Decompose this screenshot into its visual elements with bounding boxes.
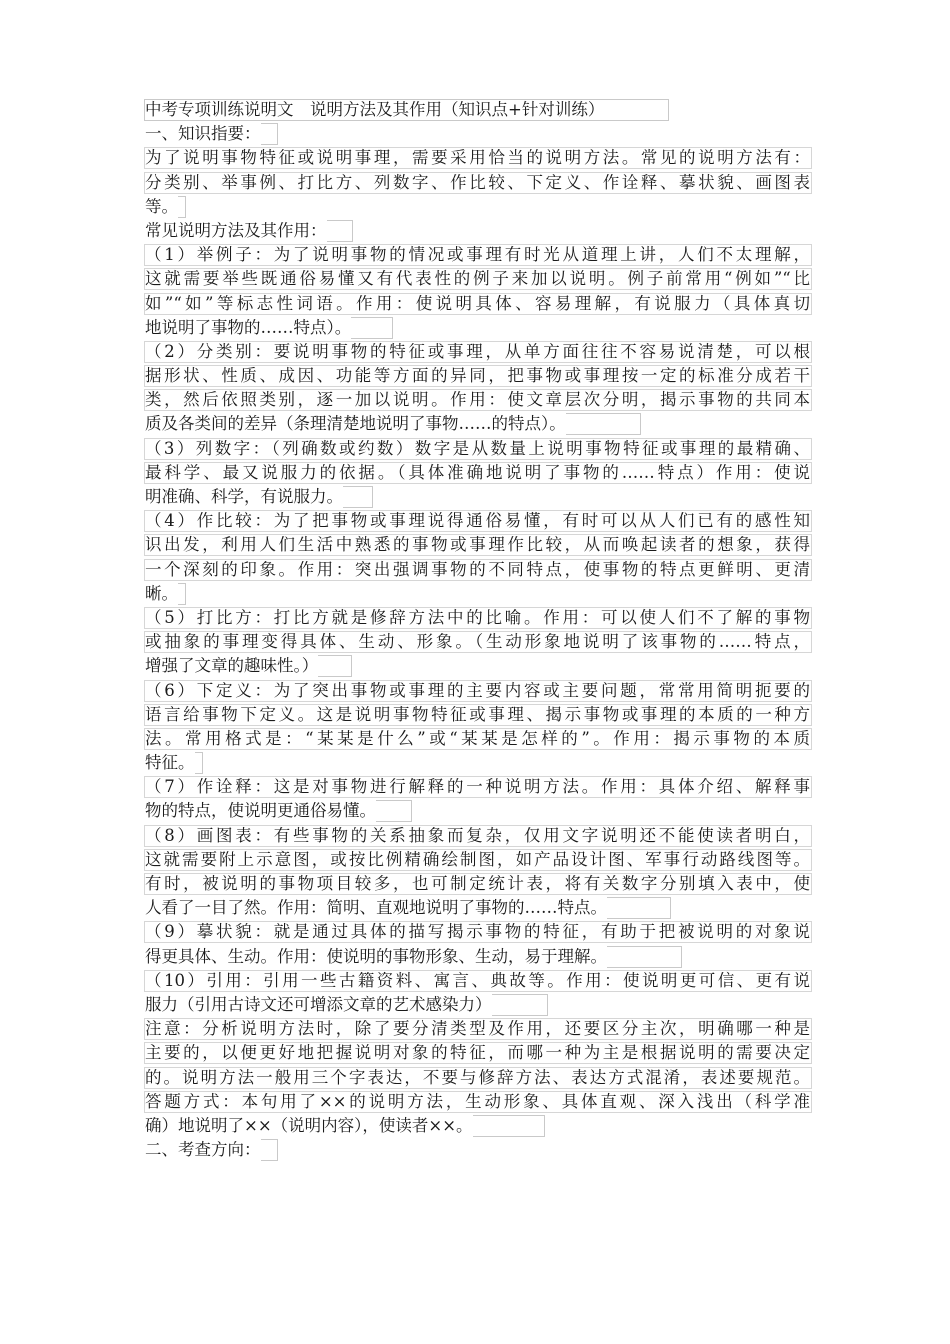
- paragraph-line: [145, 485, 815, 509]
- text-box-outline: [376, 800, 412, 822]
- paragraph-line: [145, 146, 815, 170]
- text-box-outline: [607, 946, 682, 968]
- paragraph-line-text: 类，然后依照类别，逐一加以说明。作用：使文章层次分明，揭示事物的共同本: [145, 390, 810, 410]
- paragraph-line-text: 二、考查方向：: [145, 1140, 261, 1160]
- paragraph-line-text: 注意：分析说明方法时，除了要分清类型及作用，还要区分主次，明确哪一种是: [145, 1019, 810, 1039]
- paragraph-line-text: （3）列数字：（列确数或约数）数字是从数量上说明事物特征或事理的最精确、: [145, 438, 810, 458]
- paragraph-line-text: 有时，被说明的事物项目较多，也可制定统计表，将有关数字分别填入表中，使: [145, 874, 810, 893]
- paragraph-line-text: （6）下定义：为了突出事物或事理的主要内容或主要问题，常常用简明扼要的: [145, 680, 810, 700]
- paragraph-line-text: 晰。: [145, 583, 178, 603]
- paragraph-line-text: 这就需要举些既通俗易懂又有代表性的例子来加以说明。例子前常用“例如”“比: [145, 269, 810, 289]
- paragraph-line-text: 语言给事物下定义。这是说明事物特征或事理、揭示事物或事理的本质的一种方: [145, 704, 810, 724]
- text-box-outline: [492, 994, 548, 1016]
- paragraph-line: [145, 1017, 815, 1041]
- paragraph-line-text: 常见说明方法及其作用：: [145, 220, 327, 240]
- paragraph-line: [145, 1066, 815, 1090]
- paragraph-line: [145, 122, 815, 146]
- paragraph-line-text: 识出发，利用人们生活中熟悉的事物或事理作比较，从而唤起读者的想象，获得: [145, 535, 810, 555]
- paragraph-line-text: （4）作比较：为了把事物或事理说得通俗易懂，有时可以从人们已有的感性知: [145, 511, 810, 531]
- paragraph-line-text: 如”“如”等标志性词语。作用：使说明具体、容易理解，有说服力（具体真切: [145, 293, 810, 313]
- paragraph-line: [145, 969, 815, 993]
- text-box-outline: [261, 1139, 278, 1161]
- paragraph-line-text: 的。说明方法一般用三个字表达，不要与修辞方法、表达方式混淆，表述要规范。: [145, 1067, 810, 1087]
- paragraph-line-text: （1）举例子：为了说明事物的情况或事理有时光从道理上讲，人们不太理解，: [145, 245, 810, 265]
- paragraph-line: [145, 461, 815, 485]
- paragraph-line: [145, 703, 815, 727]
- paragraph-line-text: 法。常用格式是：“某某是什么”或“某某是怎样的”。作用：揭示事物的本质: [145, 728, 810, 748]
- text-box-outline: [261, 123, 278, 145]
- paragraph-line-text: 或抽象的事理变得具体、生动、形象。（生动形象地说明了该事物的……特点，: [145, 632, 810, 652]
- paragraph-line-text: （9）摹状貌：就是通过具体的描写揭示事物的特征，有助于把被说明的对象说: [145, 922, 810, 942]
- paragraph-line: [145, 896, 815, 920]
- paragraph-line: [145, 219, 815, 243]
- paragraph-line: [145, 775, 815, 799]
- paragraph-line: [145, 582, 815, 606]
- paragraph-line-text: 主要的，以便更好地把握说明对象的特征，而哪一种为主是根据说明的需要决定: [145, 1043, 810, 1063]
- paragraph-line-text: 分类别、举事例、打比方、列数字、作比较、下定义、作诠释、摹状貌、画图表: [145, 172, 810, 192]
- paragraph-line-text: 等。: [145, 196, 178, 216]
- paragraph-line: [145, 751, 815, 775]
- paragraph-line: [145, 558, 815, 582]
- document-title-line: [145, 98, 815, 122]
- paragraph-line-text: 质及各类间的差异（条理清楚地说明了事物……的特点）。: [145, 414, 566, 434]
- paragraph-line-text: 确）地说明了××（说明内容），使读者××。: [145, 1115, 473, 1135]
- paragraph-line-text: （5）打比方：打比方就是修辞方法中的比喻。作用：可以使人们不了解的事物: [145, 607, 810, 627]
- paragraph-line-text: 最科学、最又说服力的依据。（具体准确地说明了事物的……特点）作用：使说: [145, 462, 810, 482]
- paragraph-line: [145, 316, 815, 340]
- paragraph-line: [145, 727, 815, 751]
- paragraph-line: [145, 412, 815, 436]
- document-title: 中考专项训练说明文 说明方法及其作用（知识点+针对训练）: [145, 100, 605, 119]
- paragraph-line: [145, 267, 815, 291]
- paragraph-line-text: 人看了一目了然。作用：简明、直观地说明了事物的……特点。: [145, 898, 607, 918]
- paragraph-line-text: （2）分类别：要说明事物的特征或事理，从单方面往往不容易说清楚，可以根: [145, 341, 810, 361]
- paragraph-line-text: 这就需要附上示意图，或按比例精确绘制图，如产品设计图、军事行动路线图等。: [145, 849, 810, 869]
- text-box-outline: [327, 220, 353, 242]
- paragraph-line: [145, 824, 815, 848]
- paragraph-line-text: 服力（引用古诗文还可增添文章的艺术感染力）: [145, 994, 492, 1014]
- paragraph-line: [145, 243, 815, 267]
- paragraph-line: [145, 388, 815, 412]
- text-box-outline: [318, 655, 352, 677]
- paragraph-line: [145, 848, 815, 872]
- text-box-outline: [343, 486, 373, 508]
- paragraph-line: [145, 533, 815, 557]
- paragraph-line-text: 据形状、性质、成因、功能等方面的异同，把事物或事理按一定的标准分成若干: [145, 366, 810, 386]
- paragraph-line-text: 地说明了事物的……特点）。: [145, 317, 352, 337]
- text-box-outline: [178, 583, 186, 605]
- paragraph-line-text: 答题方式：本句用了××的说明方法，生动形象、具体直观、深入浅出（科学准: [145, 1091, 810, 1111]
- paragraph-line-text: 为了说明事物特征或说明事理，需要采用恰当的说明方法。常见的说明方法有：: [145, 148, 810, 168]
- paragraph-line: [145, 993, 815, 1017]
- paragraph-line-text: 一、知识指要：: [145, 124, 261, 144]
- paragraph-line-text: （10）引用：引用一些古籍资料、寓言、典故等。作用：使说明更可信、更有说: [145, 970, 810, 990]
- paragraph-line: [145, 679, 815, 703]
- paragraph-line: [145, 171, 815, 195]
- paragraph-line-text: 物的特点，使说明更通俗易懂。: [145, 801, 376, 821]
- paragraph-line: [145, 799, 815, 823]
- paragraph-line-text: （7）作诠释：这是对事物进行解释的一种说明方法。作用：具体介绍、解释事: [145, 777, 810, 797]
- paragraph-line: [145, 195, 815, 219]
- paragraph-line: [145, 630, 815, 654]
- paragraph-line-text: 一个深刻的印象。作用：突出强调事物的不同特点，使事物的特点更鲜明、更清: [145, 559, 810, 579]
- paragraph-line-text: 特征。: [145, 753, 195, 773]
- text-box-outline: [473, 1115, 545, 1137]
- paragraph-line-text: 得更具体、生动。作用：使说明的事物形象、生动，易于理解。: [145, 946, 607, 966]
- paragraph-line: [145, 1114, 815, 1138]
- text-box-outline: [351, 317, 393, 339]
- paragraph-line: [145, 872, 815, 896]
- paragraph-line: [145, 364, 815, 388]
- paragraph-line: [145, 437, 815, 461]
- paragraph-line: [145, 1138, 815, 1162]
- text-box-outline: [195, 752, 203, 774]
- paragraph-line: [145, 340, 815, 364]
- paragraph-line: [145, 606, 815, 630]
- text-box-outline: [178, 196, 186, 218]
- paragraph-line: [145, 920, 815, 944]
- paragraph-line: [145, 654, 815, 678]
- document-lines: [145, 122, 815, 1162]
- paragraph-line: [145, 292, 815, 316]
- text-box-outline: [566, 413, 641, 435]
- paragraph-line-text: （8）画图表：有些事物的关系抽象而复杂，仅用文字说明还不能使读者明白，: [145, 825, 810, 845]
- paragraph-line: [145, 509, 815, 533]
- paragraph-line: [145, 1090, 815, 1114]
- paragraph-line-text: 增强了文章的趣味性。）: [145, 656, 319, 676]
- text-box-outline: [607, 897, 671, 919]
- paragraph-line-text: 明准确、科学，有说服力。: [145, 487, 343, 506]
- paragraph-line: [145, 945, 815, 969]
- paragraph-line: [145, 1041, 815, 1065]
- document-body: [145, 98, 815, 1162]
